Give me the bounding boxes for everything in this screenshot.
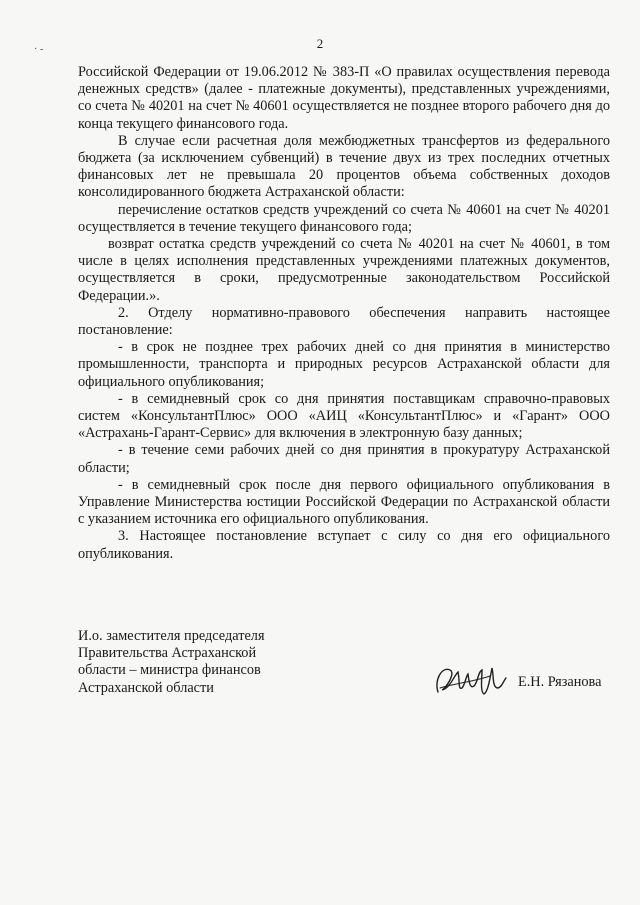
paragraph-item-3: 3. Настоящее постановление вступает с силу со дня его официального опубликования. — [78, 528, 610, 562]
paragraph-transfer: перечисление остатков средств учреждений со счета № 40601 на счет № 40201 осуществляется в течение текущего финансового года; — [78, 201, 610, 235]
position-line: области – министра финансов — [78, 662, 261, 679]
paragraph-dash-2: - в семидневный срок со дня принятия поставщикам справочно-правовых систем «КонсультантПлюс» ООО «АИЦ «КонсультантПлюс» и «Гарант» ООО «Астрахань-Гарант-Сервис» для включения в электронную базу данных; — [78, 390, 610, 442]
paragraph-dash-4: - в семидневный срок после дня первого официального опубликования в Управление Министерства юстиции Российской Федерации по Астраханской области с указанием источника его официального опубликования. — [78, 476, 610, 528]
paragraph-dash-3: - в течение семи рабочих дней со дня принятия в прокуратуру Астраханской области; — [78, 442, 610, 476]
signer-position — [78, 628, 318, 697]
scan-speck: · - — [34, 44, 44, 55]
paragraph-dash-1: - в срок не позднее трех рабочих дней со дня принятия в министерство промышленности, транспорта и природных ресурсов Астраханской области для официального опубликования; — [78, 339, 610, 390]
paragraph-continuation: Российской Федерации от 19.06.2012 № 383-П «О правилах осуществления перевода денежных средств» (далее - платежные документы), представленных учреждениями, со счета № 40201 на счет № 40601 осуществляется не позднее второго рабочего дня до конца текущего финансового года. — [78, 64, 610, 132]
document-body — [78, 64, 610, 563]
page-number: 2 — [316, 36, 324, 51]
position-line: Астраханской области — [78, 679, 214, 696]
paragraph-item-2: 2. Отделу нормативно-правового обеспечения направить настоящее постановление: — [78, 304, 610, 339]
signature-block — [78, 628, 618, 697]
paragraph-condition: В случае если расчетная доля межбюджетных трансфертов из федерального бюджета (за исключением субвенций) в течение двух из трех последних отчетных финансовых лет не превышала 20 процентов объема собственных доходов консолидированного бюджета Астраханской области: — [78, 132, 610, 201]
signer-name: Е.Н. Рязанова — [518, 674, 602, 690]
position-line: И.о. заместителя председателя — [78, 628, 265, 644]
position-line: Правительства Астраханской — [78, 645, 257, 662]
paragraph-return: возврат остатка средств учреждений со счета № 40201 на счет № 40601, в том числе в целях исполнения представленных учреждениями платежных документов, осуществляется в сроки, предусмотренные законодательством Российской Федерации.». — [78, 236, 610, 304]
handwritten-signature-icon — [432, 658, 508, 702]
